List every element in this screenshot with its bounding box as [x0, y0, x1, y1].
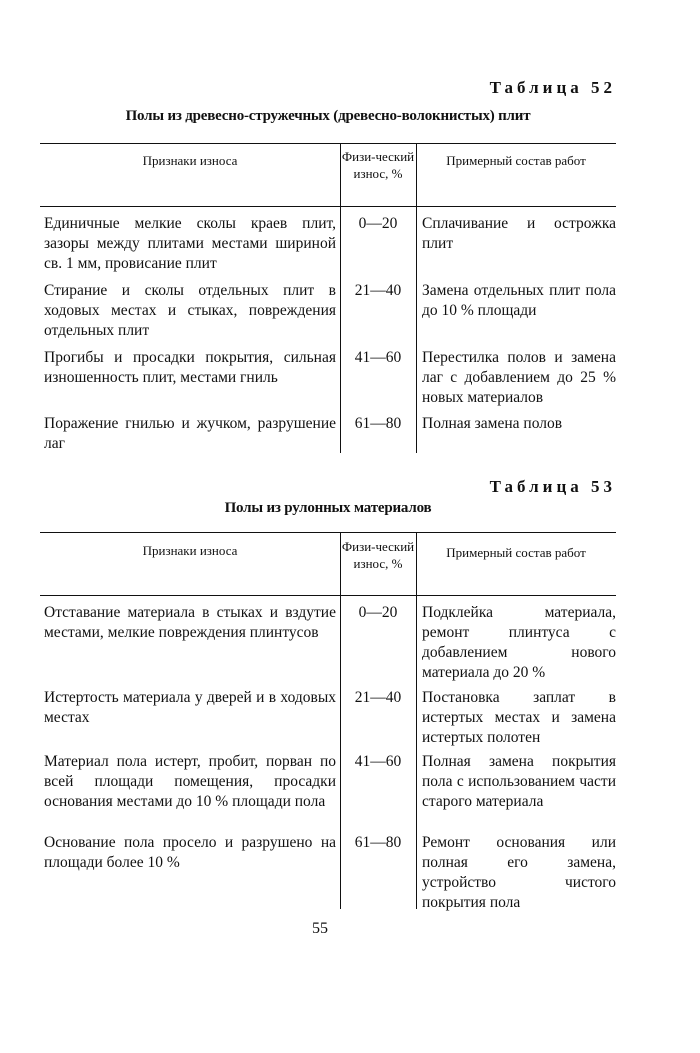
cell-wear: 21—40 [354, 689, 402, 706]
header-signs: Признаки износа [142, 153, 238, 168]
table-52-number: Таблица 52 [489, 78, 616, 97]
cell-wear: 41—60 [354, 349, 402, 366]
header-works: Примерный состав работ [446, 153, 586, 168]
cell-works: Перестилка полов и замена лаг с добавлением до 25 % новых материалов [422, 349, 616, 406]
cell-signs: Прогибы и просадки покрытия, сильная изношенность плит, местами гниль [44, 349, 336, 386]
cell-signs: Истертость материала у дверей и в ходовых местах [44, 689, 336, 726]
cell-wear: 0—20 [358, 215, 398, 232]
cell-works: Ремонт основания или полная его замена, устройство чистого покрытия пола [422, 834, 616, 911]
cell-works: Замена отдельных плит пола до 10 % площади [422, 282, 616, 319]
cell-wear: 41—60 [354, 753, 402, 770]
cell-wear: 0—20 [358, 604, 398, 621]
cell-works: Полная замена полов [422, 415, 563, 432]
cell-wear: 61—80 [354, 415, 402, 432]
cell-signs: Материал пола истерт, пробит, порван по всей площади помещения, просадки основания местами до 10 % площади пола [44, 753, 336, 810]
table-52-title: Полы из древесно-стружечных (древесно-волокнистых) плит [125, 108, 531, 124]
table-53 [40, 532, 616, 909]
cell-signs: Единичные мелкие сколы краев плит, зазоры между плитами местами шириной св. 1 мм, провисание плит [44, 215, 336, 272]
table-53-title: Полы из рулонных материалов [224, 500, 432, 516]
cell-works: Подклейка материала, ремонт плинтуса с добавлением нового материала до 20 % [422, 604, 616, 681]
cell-signs: Стирание и сколы отдельных плит в ходовых местах и стыках, повреждения отдельных плит [44, 282, 336, 339]
table-52 [40, 143, 616, 453]
cell-works: Постановка заплат в истертых местах и замена истертых полотен [422, 689, 616, 746]
cell-works: Сплачивание и острожка плит [422, 215, 616, 252]
page-number: 55 [312, 920, 328, 937]
cell-wear: 61—80 [354, 834, 402, 851]
cell-wear: 21—40 [354, 282, 402, 299]
header-works: Примерный состав работ [446, 545, 586, 560]
header-signs: Признаки износа [142, 543, 238, 558]
table-header [40, 533, 616, 596]
cell-signs: Основание пола просело и разрушено на площади более 10 % [44, 834, 336, 871]
header-wear: Физи-ческий износ, % [341, 539, 415, 571]
table-header [40, 144, 616, 207]
table-53-number: Таблица 53 [489, 477, 616, 496]
header-wear: Физи-ческий износ, % [341, 149, 415, 181]
cell-signs: Поражение гнилью и жучком, разрушение лаг [44, 415, 336, 452]
cell-signs: Отставание материала в стыках и вздутие местами, мелкие повреждения плинтусов [44, 604, 336, 641]
cell-works: Полная замена покрытия пола с использованием части старого материала [422, 753, 616, 810]
